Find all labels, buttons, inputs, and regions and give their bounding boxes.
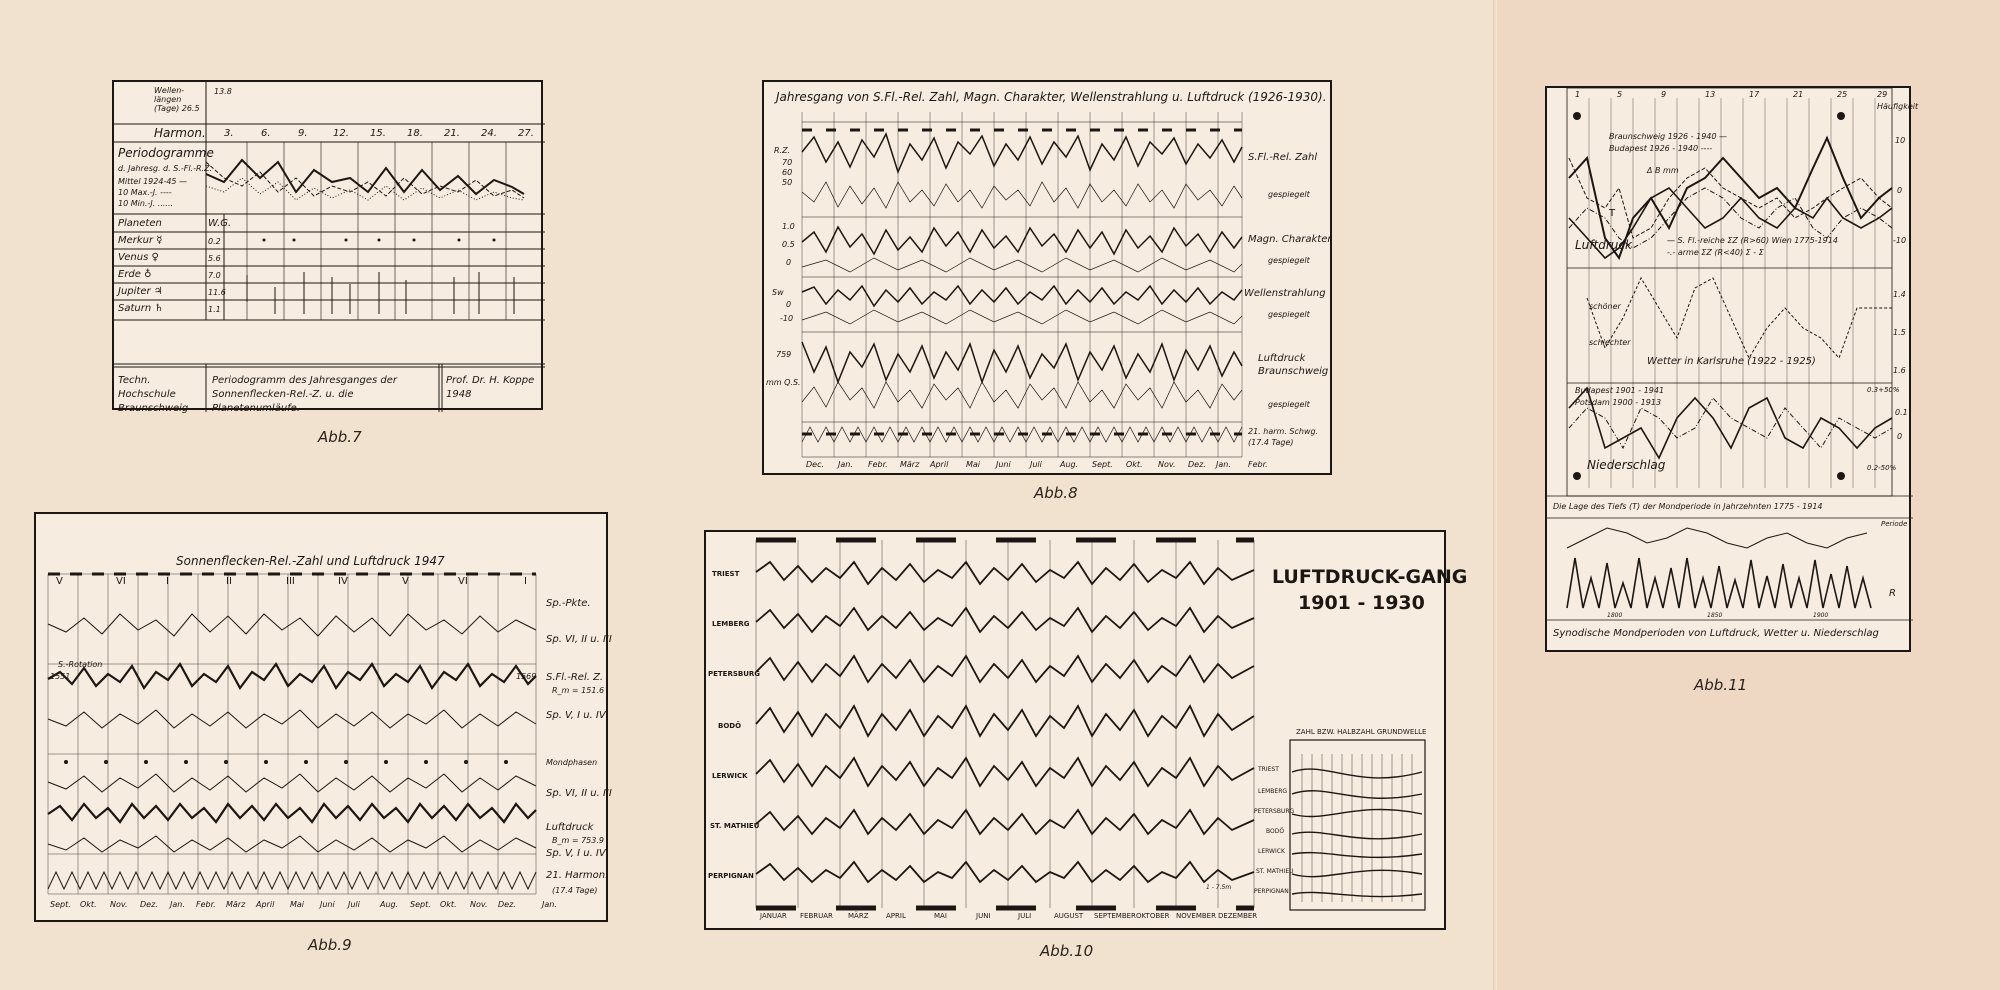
abb11-top-axis-5: 5 — [1617, 90, 1623, 99]
abb8-month-8: Aug. — [1060, 460, 1079, 469]
abb9-row-5: Mondphasen — [546, 758, 598, 767]
abb11-wetter-label: Wetter in Karlsruhe (1922 - 1925) — [1647, 356, 1816, 367]
abb9-month-5: Febr. — [196, 900, 216, 909]
abb9-month-12: Sept. — [410, 900, 431, 909]
abb11-right-tick-neg: 0.2-50% — [1867, 464, 1897, 472]
abb8-tick-0: 0 — [786, 258, 792, 267]
abb7-periodogramme-sub: d. Jahresg. d. S.-Fl.-R.Z. — [118, 164, 213, 173]
abb11-top-axis-25: 25 — [1837, 90, 1848, 99]
abb8-tick-70: 70 — [782, 158, 793, 167]
abb10-month-9: OKTOBER — [1136, 912, 1170, 920]
abb10-inset-title: ZAHL BZW. HALBZAHL GRUNDWELLE — [1296, 728, 1427, 736]
abb11-right-tick-m10: -10 — [1893, 236, 1907, 245]
abb11-right-tick-1.6: 1.6 — [1893, 366, 1906, 375]
abb11-top-axis-29: 29 — [1877, 90, 1888, 99]
abb8-month-3: März — [900, 460, 920, 469]
abb10-month-2: MÄRZ — [848, 912, 869, 920]
abb8-month-5: Mai — [966, 460, 981, 469]
abb11-right-tick-1.4: 1.4 — [1893, 290, 1906, 299]
abb9-month-2: Nov. — [110, 900, 128, 909]
abb10-inset-station-1: LEMBERG — [1258, 788, 1288, 795]
abb7-wavelengths-top: 13.8 — [214, 87, 232, 96]
abb8-title: Jahresgang von S.Fl.-Rel. Zahl, Magn. Charakter, Wellenstrahlung u. Luftdruck (1926-1930). — [776, 90, 1327, 104]
abb9-month-16: Jan. — [542, 900, 557, 909]
abb10-month-3: APRIL — [886, 912, 906, 920]
abb9-left-value: 1551 — [50, 672, 71, 681]
abb8-row-wellen: Wellenstrahlung — [1244, 288, 1326, 299]
abb8-month-2: Febr. — [868, 460, 888, 469]
abb7-harmon-15: 15. — [370, 128, 386, 139]
abb7-wg-merkur: 0.2 — [208, 237, 221, 246]
abb10-caption: Abb.10 — [1040, 942, 1094, 960]
abb7-wg-venus: 5.6 — [208, 254, 221, 263]
abb7-wg-jupiter: 11.6 — [208, 288, 226, 297]
abb8-tick-sw: Sw — [772, 288, 784, 297]
abb8-chart — [764, 82, 1334, 477]
abb9-caption: Abb.9 — [308, 936, 352, 954]
abb10-inset-station-4: LERWICK — [1258, 848, 1285, 855]
abb10-month-1: FEBRUAR — [800, 912, 833, 920]
abb11-top-axis-1: 1 — [1575, 90, 1581, 99]
abb9-row-9: Sp. V, I u. IV — [546, 848, 606, 859]
abb10-station-3: BODÖ — [718, 722, 742, 730]
abb9-right-value: 1569 — [516, 672, 537, 681]
abb8-tick-759: 759 — [776, 350, 792, 359]
abb7-footer-mid: Periodogramm des Jahresganges der Sonnenflecken-Rel.-Z. u. die Planetenumläufe. — [212, 375, 397, 414]
abb9-row-3: R_m = 151.6 — [552, 686, 605, 695]
abb9-month-11: Aug. — [380, 900, 399, 909]
abb9-month-13: Okt. — [440, 900, 457, 909]
abb7-planet-erde: Erde ♁ — [118, 269, 152, 280]
abb10-inset-station-2: PETERSBURG — [1254, 808, 1295, 815]
abb9-month-9: Juni — [320, 900, 335, 909]
abb8-month-12: Dez. — [1188, 460, 1206, 469]
abb10-month-8: SEPTEMBER — [1094, 912, 1136, 920]
abb9-month-7: April — [256, 900, 275, 909]
abb8-month-1: Jan. — [838, 460, 853, 469]
abb11-schoner: schöner — [1589, 302, 1621, 311]
abb9-month-14: Nov. — [470, 900, 488, 909]
abb11-top-axis-13: 13 — [1705, 90, 1716, 99]
abb8-row-rz-sub: gespiegelt — [1268, 190, 1310, 199]
abb7-planeten-label: Planeten — [118, 218, 162, 229]
abb7-footer-right: Prof. Dr. H. Koppe 1948 — [446, 375, 535, 400]
abb8-tick-0.5: 0.5 — [782, 240, 795, 249]
abb9-month-15: Dez. — [498, 900, 516, 909]
abb9-month-6: März — [226, 900, 246, 909]
abb8-row-rz: S.Fl.-Rel. Zahl — [1248, 152, 1318, 163]
abb7-planet-jupiter: Jupiter ♃ — [118, 286, 163, 297]
abb8-row-luft: Luftdruck Braunschweig — [1258, 353, 1329, 377]
abb11-right-tick-0: 0 — [1897, 186, 1903, 195]
abb11-footer: Synodische Mondperioden von Luftdruck, Wetter u. Niederschlag — [1553, 628, 1879, 639]
abb10-month-7: AUGUST — [1054, 912, 1084, 920]
abb11-niederschlag-label: Niederschlag — [1587, 458, 1666, 472]
abb9-row-11: (17.4 Tage) — [552, 886, 598, 895]
abb9-mark-1: VI — [116, 576, 126, 587]
abb7-periodogramme: Periodogramme — [118, 146, 214, 160]
abb11-year-1900: 1900 — [1813, 612, 1829, 619]
abb9-mark-8: I — [524, 576, 527, 587]
abb9-mark-2: I — [166, 576, 169, 587]
abb8-month-10: Okt. — [1126, 460, 1143, 469]
abb9-month-0: Sept. — [50, 900, 71, 909]
abb10-month-11: DEZEMBER — [1218, 912, 1258, 920]
abb10-inset-station-3: BODÖ — [1266, 828, 1285, 835]
abb7-harmon-6: 6. — [261, 128, 271, 139]
abb8-row-magn: Magn. Charakter — [1248, 234, 1332, 245]
abb11-top-axis-9: 9 — [1661, 90, 1667, 99]
abb7-planet-saturn: Saturn ♄ — [118, 303, 164, 314]
abb9-month-10: Juli — [348, 900, 360, 909]
abb8-tick-mmqs: mm Q.S. — [766, 378, 801, 387]
abb10-station-1: LEMBERG — [712, 620, 750, 628]
abb8-month-7: Juli — [1030, 460, 1042, 469]
abb9-mark-0: V — [56, 576, 63, 587]
abb7-harmon-27: 27. — [518, 128, 534, 139]
abb11-periode-label: Periode — [1881, 520, 1908, 528]
abb9-month-3: Dez. — [140, 900, 158, 909]
figure-abb7 — [112, 80, 543, 414]
abb10-station-6: PERPIGNAN — [708, 872, 754, 880]
abb11-right-tick-0b: 0 — [1897, 432, 1903, 441]
page-fold — [1493, 0, 1497, 990]
abb9-mark-7: VI — [458, 576, 468, 587]
abb9-mark-4: III — [286, 576, 295, 587]
abb10-station-0: TRIEST — [712, 570, 740, 578]
abb9-row-0: Sp.-Pkte. — [546, 598, 591, 609]
abb7-wavelength-label: Wellen-längen (Tage) 26.5 — [154, 86, 200, 113]
abb8-month-14: Febr. — [1248, 460, 1268, 469]
abb7-wg-erde: 7.0 — [208, 271, 221, 280]
abb10-station-4: LERWICK — [712, 772, 748, 780]
abb9-row-10: 21. Harmon. — [546, 870, 609, 881]
abb7-planet-merkur: Merkur ☿ — [118, 235, 163, 246]
abb11-legend-braunschweig: Braunschweig 1926 - 1940 — — [1609, 132, 1727, 141]
abb11-chart — [1547, 88, 1913, 654]
abb11-top-axis-17: 17 — [1749, 90, 1760, 99]
abb10-inset-station-0: TRIEST — [1258, 766, 1279, 773]
abb7-harmon-12: 12. — [333, 128, 349, 139]
abb7-footer-left: Techn. Hochschule Braunschweig — [118, 375, 189, 414]
abb11-delta-label: Δ B mm — [1647, 166, 1679, 175]
abb9-month-1: Okt. — [80, 900, 97, 909]
abb7-harmon-24: 24. — [481, 128, 497, 139]
abb11-haufigkeit: Häufigkeit — [1877, 102, 1919, 111]
abb10-month-4: MAI — [934, 912, 947, 920]
abb11-right-tick-10: 10 — [1895, 136, 1906, 145]
abb9-row-6: Sp. VI, II u. III — [546, 788, 612, 799]
abb7-planet-venus: Venus ♀ — [118, 252, 159, 263]
abb11-legend-budapest: Budapest 1926 - 1940 ---- — [1609, 144, 1713, 153]
abb11-r-label: R — [1889, 588, 1896, 599]
figure-abb9 — [34, 512, 612, 922]
figure-abb11 — [1545, 86, 1919, 652]
abb9-mark-6: V — [402, 576, 409, 587]
abb8-tick-50: 50 — [782, 178, 793, 187]
abb7-harmon-3: 3. — [224, 128, 234, 139]
abb10-month-0: JANUAR — [760, 912, 787, 920]
abb9-row-4: Sp. V, I u. IV — [546, 710, 606, 721]
abb8-month-9: Sept. — [1092, 460, 1113, 469]
abb7-wg-label: W.G. — [208, 218, 232, 229]
abb11-t-label: T — [1609, 208, 1616, 219]
abb11-caption: Abb.11 — [1694, 676, 1748, 694]
abb8-row-luft-sub: gespiegelt — [1268, 400, 1310, 409]
abb11-luftdruck-label: Luftdruck — [1575, 238, 1632, 252]
abb10-title-line1: LUFTDRUCK-GANG — [1272, 566, 1468, 588]
abb7-harmon-9: 9. — [298, 128, 308, 139]
abb8-month-13: Jan. — [1216, 460, 1231, 469]
abb7-legend-min: 10 Min.-J. ...... — [118, 199, 174, 208]
abb11-sfl-legend-2: -.- arme ΣZ (R<40) Σ - Σ — [1667, 248, 1764, 257]
abb9-row-7: Luftdruck — [546, 822, 594, 833]
abb8-row-wellen-sub: gespiegelt — [1268, 310, 1310, 319]
abb8-tick-0b: 0 — [786, 300, 792, 309]
abb7-wg-saturn: 1.1 — [208, 305, 221, 314]
abb9-row-1: Sp. VI, II u. III — [546, 634, 612, 645]
abb10-station-5: ST. MATHIEU — [710, 822, 760, 830]
abb9-mark-5: IV — [338, 576, 348, 587]
abb11-right-tick-pos: 0.3+50% — [1867, 386, 1900, 394]
abb10-month-6: JULI — [1018, 912, 1032, 920]
abb10-scale-label: 1 - 7.5m — [1206, 884, 1232, 891]
abb10-station-2: PETERSBURG — [708, 670, 761, 678]
abb8-month-11: Nov. — [1158, 460, 1176, 469]
figure-abb8 — [762, 80, 1332, 475]
abb8-tick-m10: -10 — [780, 314, 794, 323]
abb10-title-line2: 1901 - 1930 — [1298, 592, 1425, 614]
abb7-caption: Abb.7 — [318, 428, 362, 446]
abb7-harmon-21: 21. — [444, 128, 460, 139]
abb8-month-0: Dec. — [806, 460, 825, 469]
abb7-harmon-18: 18. — [407, 128, 423, 139]
abb8-row-magn-sub: gespiegelt — [1268, 256, 1310, 265]
abb8-tick-1.0: 1.0 — [782, 222, 795, 231]
abb7-harmon-label: Harmon. — [154, 126, 206, 140]
abb11-year-1800: 1800 — [1607, 612, 1623, 619]
abb11-schlechter: schlechter — [1589, 338, 1631, 347]
abb11-year-1850: 1850 — [1707, 612, 1723, 619]
abb9-month-8: Mai — [290, 900, 305, 909]
abb9-month-4: Jan. — [170, 900, 185, 909]
abb8-tick-rz: R.Z. — [774, 146, 791, 155]
abb11-budapest-legend-2: Potsdam 1900 - 1913 — [1575, 398, 1662, 407]
abb8-month-6: Juni — [996, 460, 1011, 469]
abb7-legend-max: 10 Max.-J. ---- — [118, 188, 172, 197]
abb8-harm-label: 21. harm. Schwg. (17.4 Tage) — [1248, 427, 1319, 447]
abb9-row-8: B_m = 753.9 — [552, 836, 604, 845]
abb8-caption: Abb.8 — [1034, 484, 1078, 502]
abb9-mark-3: II — [226, 576, 232, 587]
figure-abb10 — [704, 530, 1468, 930]
abb11-right-tick-0.1: 0.1 — [1895, 408, 1908, 417]
abb10-inset-station-6: PERPIGNAN — [1254, 888, 1289, 895]
abb11-budapest-legend-1: Budapest 1901 - 1941 — [1575, 386, 1665, 395]
abb8-tick-60: 60 — [782, 168, 793, 177]
abb9-row-2: S.Fl.-Rel. Z. — [546, 672, 604, 683]
abb9-title: Sonnenflecken-Rel.-Zahl und Luftdruck 1947 — [176, 554, 445, 568]
abb11-sfl-legend-1: — S. Fl.-reiche ΣZ (R>60) Wien 1775-1914 — [1667, 236, 1838, 245]
abb10-month-5: JUNI — [976, 912, 991, 920]
abb11-top-axis-21: 21 — [1793, 90, 1804, 99]
abb10-month-10: NOVEMBER — [1176, 912, 1216, 920]
abb9-rotation-label: S.-Rotation — [58, 660, 103, 669]
abb10-inset-station-5: ST. MATHIEU — [1256, 868, 1294, 875]
abb11-lage-title: Die Lage des Tiefs (T) der Mondperiode in Jahrzehnten 1775 - 1914 — [1553, 502, 1823, 511]
abb8-month-4: April — [930, 460, 949, 469]
abb11-right-tick-1.5: 1.5 — [1893, 328, 1906, 337]
abb7-legend-mittel: Mittel 1924-45 — — [118, 177, 188, 186]
